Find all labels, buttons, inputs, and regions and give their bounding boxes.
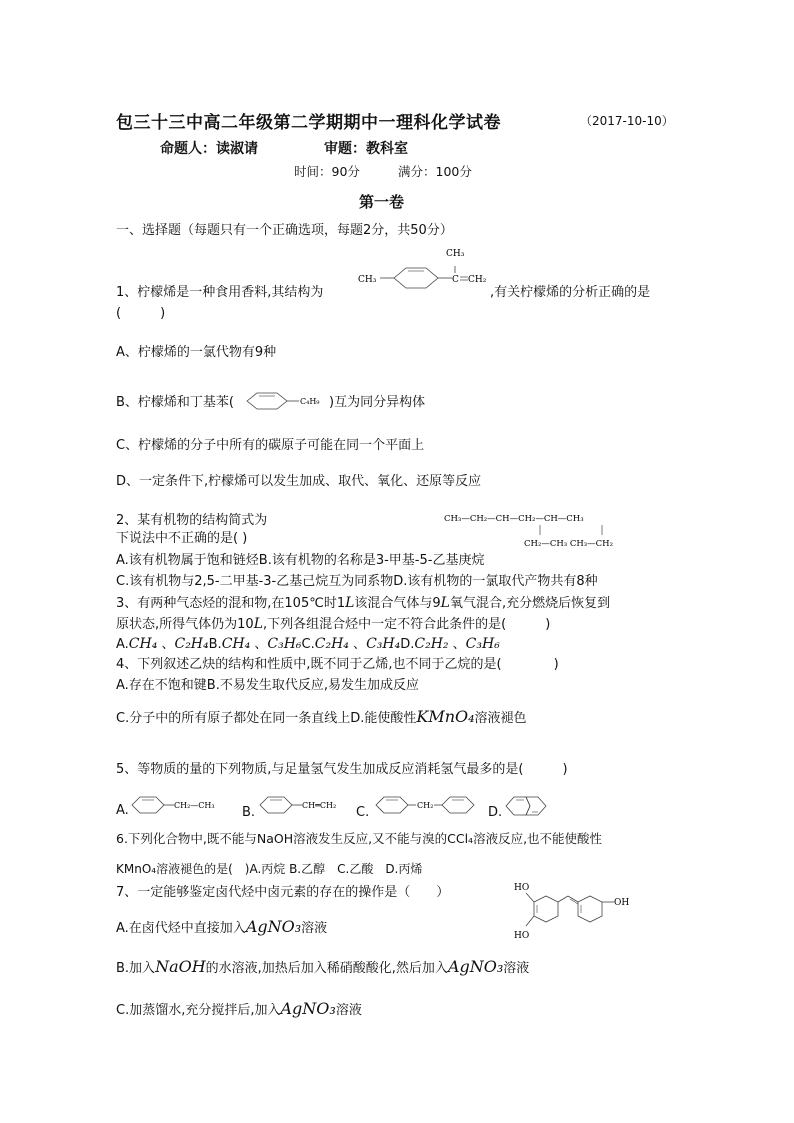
- q2-struct-main-chain: CH₃—CH₂—CH—CH₂—CH—CH₃: [444, 514, 584, 524]
- q3-a-f1: CH₄: [128, 636, 158, 652]
- author: 命题人：读淑请: [160, 141, 258, 157]
- limonene-structure: [356, 244, 490, 298]
- q7-b-post: 溶液: [503, 961, 530, 976]
- q7-oh-top: HO: [514, 883, 530, 893]
- q7-b-mid: 的水溶液,加热后加入稀硝酸酸化,然后加入: [205, 961, 448, 976]
- q3-text-a: 3、有两种气态烃的混和物,在105℃时1: [116, 596, 346, 611]
- q5-b-group: CH═CH₂: [302, 801, 337, 810]
- q5-stem: 5、等物质的量的下列物质,与足量氢气发生加成反应消耗氢气最多的是( ): [116, 762, 568, 777]
- q3-line-2: [116, 615, 550, 634]
- butylbenzene-structure: [243, 388, 329, 414]
- q3-unit-l-3: L: [253, 616, 263, 632]
- q1-stem: 1、柠檬烯是一种食用香料,其结构为: [116, 285, 324, 300]
- resveratrol-structure: [510, 878, 642, 944]
- q7-a-agno3: AgNO₃: [245, 917, 302, 936]
- q7-a-post: 溶液: [301, 921, 328, 936]
- section-heading: 一、选择题（每题只有一个正确选项，每题2分，共50分）: [116, 223, 453, 238]
- q6-line-2: KMnO₄溶液褪色的是( )A.丙烷 B.乙醇 C.乙酸 D.丙烯: [116, 862, 423, 876]
- q1-option-a: A、柠檬烯的一氯代物有9种: [116, 345, 277, 360]
- q5-opt-d-naphthalene: [502, 792, 558, 820]
- q5-opt-d-label: D.: [488, 805, 503, 820]
- q5-opt-b-label: B.: [242, 805, 256, 820]
- q3-options: A.CH₄ 、C₂H₄B.CH₄ 、C₃H₆C.C₂H₄ 、C₃H₄D.C₂H₂ 、C₃H₆: [116, 636, 500, 652]
- q7-c-post: 溶液: [335, 1003, 362, 1018]
- q2-struct-branches: CH₂—CH₃ CH₃—CH₂: [524, 539, 613, 549]
- q3-c-f2: C₃H₄: [366, 636, 401, 652]
- q3-d-f1: C₂H₂: [414, 636, 449, 652]
- q3-c-f1: C₂H₄: [314, 636, 349, 652]
- q7-a-pre: A.在卤代烃中直接加入: [116, 921, 246, 936]
- q3-text-d: 原状态,所得气体仍为10: [116, 617, 254, 632]
- q4-cd-pre: C.分子中的所有原子都处在同一条直线上D.能使酸性: [116, 711, 417, 726]
- q2-options-cd: C.该有机物与2,5-二甲基-3-乙基己烷互为同系物D.该有机物的一氯取代产物共有8种: [116, 574, 598, 589]
- exam-time: 时间：90分: [294, 164, 360, 179]
- q2-options-ab: A.该有机物属于饱和链烃B.该有机物的名称是3-甲基-5-乙基庚烷: [116, 553, 485, 568]
- q1-option-c: C、柠檬烯的分子中所有的碳原子可能在同一个平面上: [116, 438, 425, 453]
- q5-opt-c-structure: [372, 792, 486, 818]
- q7-b-pre: B.加入: [116, 961, 156, 976]
- q7-oh-bottom: HO: [514, 931, 530, 941]
- q4-options-cd: [116, 708, 527, 728]
- q3-opt-b-label: B.: [208, 637, 222, 652]
- q7-option-c: [116, 1000, 362, 1020]
- q4-stem: 4、下列叙述乙炔的结构和性质中,既不同于乙烯,也不同于乙烷的是( ): [116, 657, 559, 672]
- q3-unit-l-1: L: [345, 595, 355, 611]
- q6-line-1: 6.下列化合物中,既不能与NaOH溶液发生反应,又不能与溴的CCl₄溶液反应,也不能使酸性: [116, 831, 603, 846]
- q2-stem: 2、某有机物的结构简式为: [116, 513, 268, 528]
- q7-stem: 7、一定能够鉴定卤代烃中卤元素的存在的操作是（ ）: [116, 885, 450, 900]
- q3-text-b: 该混合气体与9: [354, 596, 441, 611]
- q5-options: [116, 792, 566, 826]
- butyl-group: C₄H₉: [300, 397, 320, 406]
- q2-question: 下说法中不正确的是( ): [116, 531, 248, 546]
- q1-answer-paren: ( ): [116, 306, 166, 321]
- q7-c-agno3: AgNO₃: [280, 999, 336, 1018]
- limonene-ch3-top: CH₃: [446, 249, 465, 259]
- q3-opt-d-label: D.: [400, 637, 415, 652]
- q3-b-f2: C₃H₆: [267, 636, 302, 652]
- q5-opt-a-structure: [128, 792, 240, 818]
- q4-options-ab: A.存在不饱和键B.不易发生取代反应,易发生加成反应: [116, 678, 419, 693]
- q7-b-naoh: NaOH: [155, 957, 206, 976]
- limonene-ch3-left: CH₃: [358, 275, 377, 285]
- exam-score: 满分：100分: [398, 164, 472, 179]
- q5-opt-b-structure: [256, 792, 356, 818]
- q5-c-group: CH₂: [417, 801, 434, 810]
- q7-c-pre: C.加蒸馏水,充分搅拌后,加入: [116, 1003, 281, 1018]
- q1-stem-tail: ,有关柠檬烯的分析正确的是: [490, 285, 651, 300]
- q7-b-agno3: AgNO₃: [447, 957, 504, 976]
- q4-kmno4: KMnO₄: [416, 707, 475, 726]
- q3-d-f2: C₃H₆: [465, 636, 500, 652]
- q3-unit-l-2: L: [440, 595, 450, 611]
- limonene-ch2: CH₂: [468, 275, 487, 285]
- q2-structure: [444, 508, 674, 552]
- q1-option-b-post: )互为同分异构体: [329, 395, 426, 410]
- q3-opt-a-label: A.: [116, 637, 129, 652]
- exam-date: （2017-10-10）: [580, 114, 674, 128]
- q3-text-e: ,下列各组混合烃中一定不符合此条件的是( ): [262, 617, 551, 632]
- limonene-c: C: [452, 275, 459, 285]
- q5-a-group: CH₂—CH₃: [174, 801, 215, 810]
- q3-a-f2: C₂H₄: [174, 636, 209, 652]
- q3-b-f1: CH₄: [221, 636, 251, 652]
- q1-option-d: D、一定条件下,柠檬烯可以发生加成、取代、氧化、还原等反应: [116, 474, 482, 489]
- q3-line-1: [116, 594, 610, 613]
- q4-cd-post: 溶液褪色: [474, 711, 527, 726]
- q7-oh-right: OH: [614, 898, 630, 908]
- volume-heading: 第一卷: [359, 193, 405, 211]
- q3-text-c: 氧气混合,充分燃烧后恢复到: [449, 596, 611, 611]
- reviewer: 审题：教科室: [324, 141, 408, 157]
- page-title: 包三十三中高二年级第二学期期中一理科化学试卷: [116, 113, 501, 133]
- q7-option-a: [116, 918, 327, 938]
- q3-opt-c-label: C.: [301, 637, 315, 652]
- q5-opt-c-label: C.: [356, 805, 370, 820]
- q1-option-b-pre: B、柠檬烯和丁基苯(: [116, 395, 234, 410]
- q5-opt-a-label: A.: [116, 803, 129, 818]
- q7-option-b: [116, 958, 529, 978]
